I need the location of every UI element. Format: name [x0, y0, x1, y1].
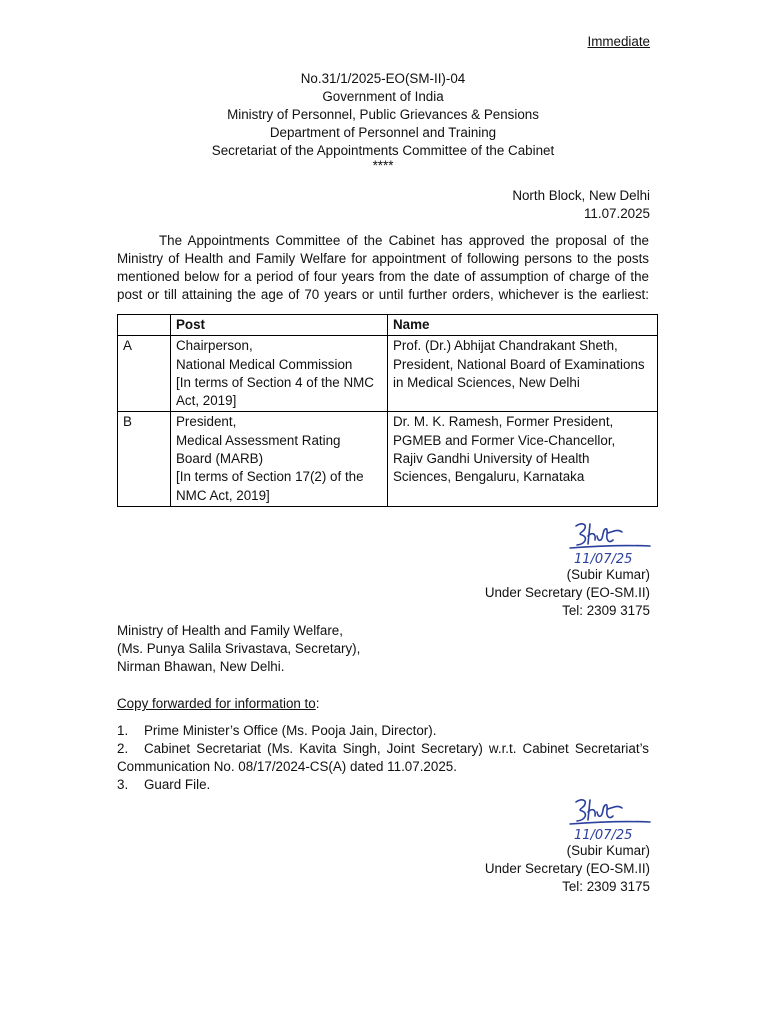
letter-header: [117, 70, 649, 172]
addressee-line: Ministry of Health and Family Welfare,: [117, 623, 343, 638]
name-line: Prof. (Dr.) Abhijat Chandrakant Sheth,: [393, 338, 618, 354]
department-line: Department of Personnel and Training: [269, 125, 497, 140]
secretariat-line: Secretariat of the Appointments Committee of the Cabinet: [211, 143, 555, 158]
table-row: [118, 336, 658, 412]
paragraph-line: mentioned below for a period of four years from the date of assumption of charge of the: [117, 269, 649, 284]
table-row: [118, 412, 658, 506]
signatory-designation: Under Secretary (EO-SM.II): [484, 585, 650, 600]
item-number: 1.: [117, 723, 129, 738]
signature-date: 11/07/25: [574, 552, 633, 566]
priority-label: Immediate: [587, 34, 650, 49]
header-post: Post: [171, 315, 388, 336]
signatory-name: (Subir Kumar): [566, 567, 650, 582]
name-line: President, National Board of Examinations: [393, 356, 645, 372]
item-number: 3.: [117, 777, 129, 792]
addressee-line: Nirman Bhawan, New Delhi.: [117, 659, 285, 674]
signatory-tel: Tel: 2309 3175: [562, 879, 650, 894]
signature-image: [566, 794, 656, 842]
post-line: [In terms of Section 4 of the NMC: [176, 374, 374, 390]
row-label: B: [118, 412, 171, 506]
copy-list: [117, 722, 649, 794]
signatory-name: (Subir Kumar): [566, 843, 650, 858]
post-line: NMC Act, 2019]: [176, 487, 270, 503]
post-line: Chairperson,: [176, 338, 253, 354]
addressee-block: [117, 622, 360, 676]
copy-heading-text: Copy forwarded for information to: [117, 696, 316, 711]
name-line: in Medical Sciences, New Delhi: [393, 374, 580, 390]
name-cell: [388, 412, 658, 506]
table-header-row: [118, 315, 658, 336]
signature-block: [485, 566, 650, 620]
body-paragraph: [117, 232, 649, 304]
place-date: [512, 187, 650, 223]
signatory-designation: Under Secretary (EO-SM.II): [484, 861, 650, 876]
item-text: Cabinet Secretariat (Ms. Kavita Singh, Joint Secretary) w.r.t. Cabinet Secretariat’s: [144, 741, 649, 756]
post-line: Medical Assessment Rating: [176, 432, 341, 448]
header-label-cell: [118, 315, 171, 336]
header-name: Name: [388, 315, 658, 336]
post-cell: [171, 412, 388, 506]
name-line: Sciences, Bengaluru, Karnataka: [393, 469, 585, 485]
list-item: [117, 722, 649, 740]
paragraph-line: post or till attaining the age of 70 years or until further orders, whichever is the earliest:: [117, 287, 649, 302]
paragraph-line: Ministry of Health and Family Welfare for appointment of following persons to the posts: [117, 251, 649, 266]
list-item: [117, 740, 649, 758]
row-label: A: [118, 336, 171, 412]
name-cell: [388, 336, 658, 412]
list-item: [117, 776, 649, 794]
copy-heading-colon: :: [315, 696, 320, 711]
signature-image: [566, 518, 656, 566]
appointments-table: [117, 314, 658, 507]
post-cell: [171, 336, 388, 412]
paragraph-line: The Appointments Committee of the Cabinet has approved the proposal of the: [159, 233, 649, 248]
post-line: President,: [176, 414, 237, 430]
post-line: National Medical Commission: [176, 356, 353, 372]
item-text: Guard File.: [144, 777, 211, 792]
post-line: [In terms of Section 17(2) of the: [176, 469, 364, 485]
post-line: Board (MARB): [176, 451, 264, 467]
separator-stars: ****: [372, 158, 394, 173]
signature-date: 11/07/25: [574, 828, 633, 842]
addressee-line: (Ms. Punya Salila Srivastava, Secretary),: [117, 641, 361, 656]
government-line: Government of India: [322, 89, 444, 104]
place: North Block, New Delhi: [512, 188, 650, 203]
name-line: PGMEB and Former Vice-Chancellor,: [393, 432, 616, 448]
name-line: Dr. M. K. Ramesh, Former President,: [393, 414, 614, 430]
date: 11.07.2025: [583, 206, 650, 221]
file-number: No.31/1/2025-EO(SM-II)-04: [300, 71, 466, 86]
item-number: 2.: [117, 741, 129, 756]
signature-block: [485, 842, 650, 896]
list-item-continuation: Communication No. 08/17/2024-CS(A) dated 11.07.2025.: [117, 759, 457, 774]
signatory-tel: Tel: 2309 3175: [562, 603, 650, 618]
copy-heading: [117, 695, 319, 713]
name-line: Rajiv Gandhi University of Health: [393, 451, 590, 467]
item-text: Prime Minister’s Office (Ms. Pooja Jain, Director).: [144, 723, 437, 738]
ministry-line: Ministry of Personnel, Public Grievances & Pensions: [227, 107, 539, 122]
post-line: Act, 2019]: [176, 393, 237, 409]
